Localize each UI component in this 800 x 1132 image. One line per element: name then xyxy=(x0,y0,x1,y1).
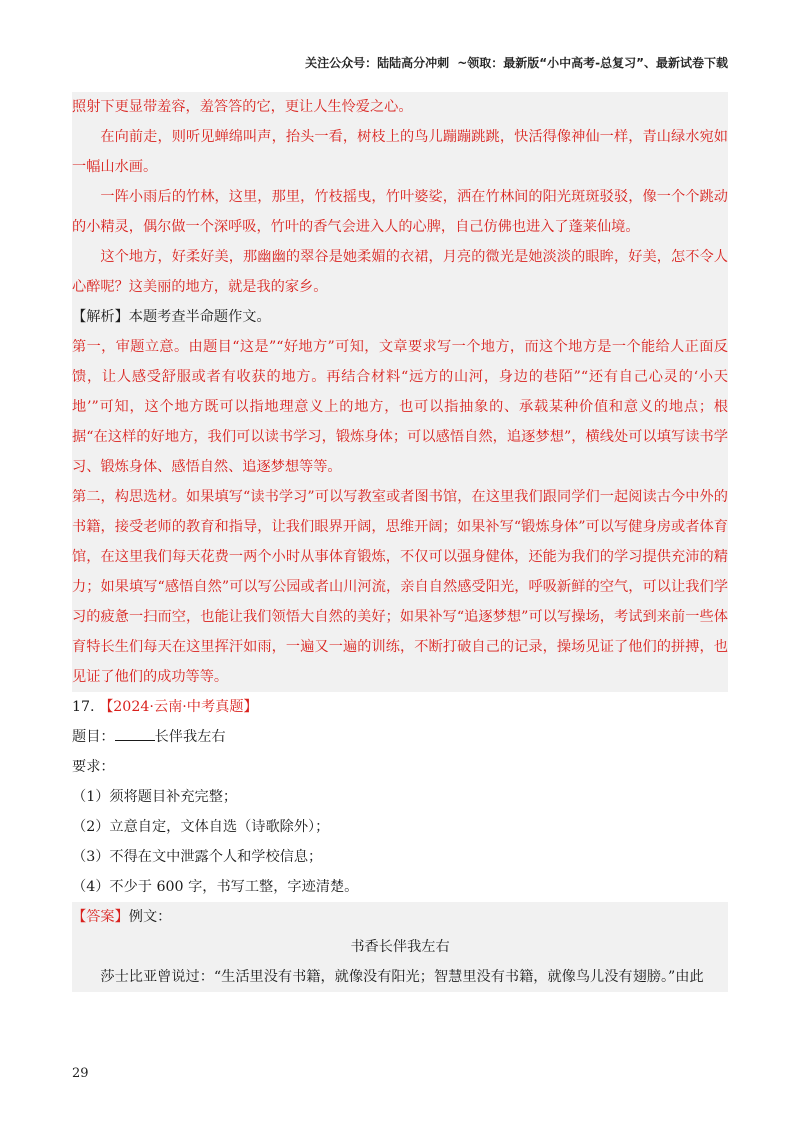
title-suffix: 长伴我左右 xyxy=(154,729,226,745)
title-blank xyxy=(115,726,155,741)
question-header xyxy=(72,692,728,722)
title-prefix: 题目： xyxy=(72,729,115,745)
analysis-intro-text: 本题考查半命题作文。 xyxy=(128,309,271,325)
answer-text: 例文： xyxy=(128,909,172,925)
requirement-item: （1）须将题目补充完整； xyxy=(72,789,238,805)
analysis-paragraph-2: 第二，构思选材。如果填写“读书学习”可以写教室或者图书馆，在这里我们跟同学们一起阅读古今中外的书籍，接受老师的教育和指导，让我们眼界开阔，思维开阔；如果补写“锻炼身体”可以写健身房或者体育馆，在这里我们每天花费一两个小时从事体育锻炼，不仅可以强身健体，还能为我们的学习提供充沛的精力；如果填写“感悟自然”可以写公园或者山川河流，亲自自然感受阳光，呼吸新鲜的空气，可以让我们学习的疲惫一扫而空，也能让我们领悟大自然的美好；如果补写“追逐梦想”可以写操场，考试到来前一些体育特长生们每天在这里挥汗如雨，一遍又一遍的训练，不断打破自己的记录，操场见证了他们的拼搏，也见证了他们的成功等等。 xyxy=(72,489,728,685)
requirements-label: 要求： xyxy=(72,759,115,775)
requirement-item: （2）立意自定，文体自选（诗歌除外）； xyxy=(72,819,330,835)
page-header xyxy=(305,54,728,71)
answer-line xyxy=(72,902,728,932)
requirement-item: （3）不得在文中泄露个人和学校信息； xyxy=(72,849,323,865)
analysis-intro xyxy=(72,302,728,332)
question-source: 【2024·云南·中考真题】 xyxy=(99,699,258,715)
page-content xyxy=(72,92,728,992)
analysis-paragraph-1: 第一，审题立意。由题目“这是”“好地方”可知，文章要求写一个地方，而这个地方是一个能给人正面反馈，让人感受舒服或者有收获的地方。再结合材料“远方的山河，身边的巷陌”“还有自己心灵的‘小天地’”可知，这个地方既可以指地理意义上的地方，也可以指抽象的、承载某种价值和意义的地点；根据“在这样的好地方，我们可以读书学习，锻炼身体；可以感悟自然，追逐梦想”，横线处可以填写读书学习、锻炼身体、感悟自然、追逐梦想等等。 xyxy=(72,339,728,475)
header-left: 关注公众号：陆陆高分冲刺 xyxy=(305,56,450,70)
header-right: ~领取：最新版“小中高考-总复习”、最新试卷下载 xyxy=(457,56,728,70)
question-block xyxy=(72,692,728,902)
answer-block xyxy=(72,902,728,992)
essay-first-line: 莎士比亚曾说过：“生活里没有书籍，就像没有阳光；智慧里没有书籍，就像鸟儿没有翅膀。”由此 xyxy=(100,969,704,985)
question-number: 17. xyxy=(72,699,95,715)
essay-paragraph: 在向前走，则听见蝉绵叫声，抬头一看，树枝上的鸟儿蹦蹦跳跳，快活得像神仙一样，青山绿水宛如一幅山水画。 xyxy=(72,129,728,175)
essay-paragraph: 一阵小雨后的竹林，这里，那里，竹枝摇曳，竹叶婆娑，洒在竹林间的阳光斑斑驳驳，像一个个跳动的小精灵，偶尔做一个深呼吸，竹叶的香气会进入人的心脾，自己仿佛也进入了蓬莱仙境。 xyxy=(72,189,728,235)
answer-label: 【答案】 xyxy=(72,909,129,925)
essay-continued-block xyxy=(72,92,728,692)
essay-paragraph: 照射下更显带羞容，羞答答的它，更让人生怜爱之心。 xyxy=(72,99,413,115)
essay-paragraph: 这个地方，好柔好美，那幽幽的翠谷是她柔媚的衣裙，月亮的微光是她淡淡的眼眸，好美，怎不令人心醉呢？这美丽的地方，就是我的家乡。 xyxy=(72,249,728,295)
essay-title: 书香长伴我左右 xyxy=(350,939,450,955)
question-title xyxy=(72,722,728,752)
requirement-item: （4）不少于 600 字，书写工整，字迹清楚。 xyxy=(72,879,359,895)
page-number: 29 xyxy=(72,1066,89,1081)
analysis-label: 【解析】 xyxy=(72,309,129,325)
